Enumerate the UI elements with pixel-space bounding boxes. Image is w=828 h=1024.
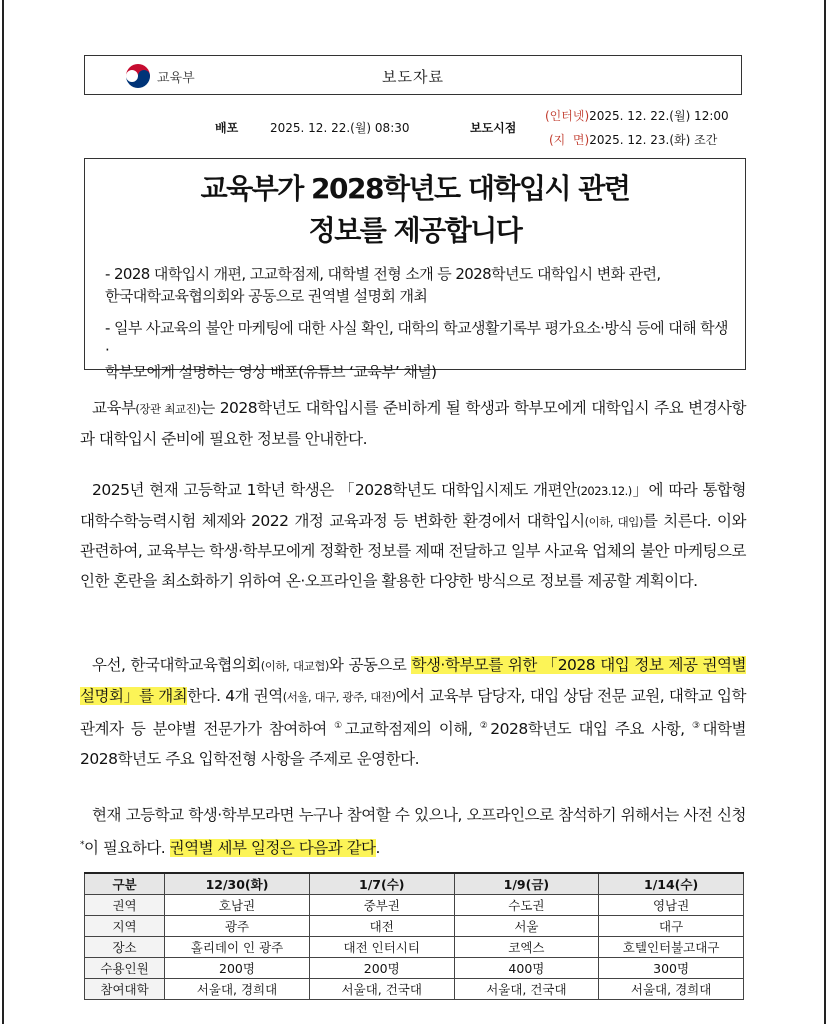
page-right-border (824, 0, 826, 1024)
bullet-2-line-2: 학부모에게 설명하는 영상 배포(유튜브 ‘교육부’ 채널) (105, 363, 437, 381)
headline-line-1: 교육부가 2028학년도 대학입시 관련 (200, 172, 630, 205)
paper-tag: (지 면) (549, 133, 590, 147)
paper-time: 2025. 12. 23.(화) 조간 (589, 133, 718, 147)
ministry-name: 교육부 (157, 70, 195, 86)
table-row: 참여대학 서울대, 경희대 서울대, 건국대 서울대, 건국대 서울대, 경희대 (85, 979, 744, 1000)
schedule-table (84, 872, 744, 1000)
internet-tag: (인터넷) (545, 109, 590, 123)
table-header-row: 구분 12/30(화) 1/7(수) 1/9(금) 1/14(수) (85, 873, 744, 895)
paragraph-2: 2025년 현재 고등학교 1학년 학생은 「2028학년도 대학입시제도 개편안(2023.12.)」에 따라 통합형 대학수학능력시험 체제와 2022 개정 교육과정 등 변화한 환경에서 대학입시(이하, 대입)를 치른다. 이와 관련하여, 교육부는 학생·학부모에게 정확한 정보를 제때 전달하고 일부 사교육 업체의 불안 마케팅으로 인한 혼란을 최소화하기 위하여 온·오프라인을 활용한 다양한 방식으로 정보를 제공할 계획이다. (80, 481, 746, 590)
summary-bullet-1 (105, 263, 731, 307)
page-left-border (2, 0, 4, 1024)
table-row: 장소 홀리데이 인 광주 대전 인터시티 코엑스 호텔인터불고대구 (85, 937, 744, 958)
paragraph-3: 우선, 한국대학교육협의회(이하, 대교협)와 공동으로 학생·학부모를 위한 「2028 대입 정보 제공 권역별 설명회」를 개최한다. 4개 권역(서울, 대구, 광주, 대전)에서 교육부 담당자, 대입 상담 전문 교원, 대학교 입학 관계자 등 분야별 전문가가 참여하여 ①고교학점제의 이해, ②2028학년도 대입 주요 사항, ③대학별 2028학년도 주요 입학전형 사항을 주제로 운영한다. (80, 656, 747, 768)
highlight-briefing: 학생·학부모를 위한 「2028 대입 정보 제공 권역별 설명회」를 개최 (80, 656, 746, 705)
paper-release (549, 131, 717, 148)
bullet-1-line-1: - 2028 대학입시 개편, 고교학점제, 대학별 전형 소개 등 2028학년도 대학입시 변화 관련, (105, 265, 661, 283)
highlight-schedule: 권역별 세부 일정은 다음과 같다 (169, 838, 376, 857)
release-label: 보도시점 (470, 121, 517, 135)
paragraph-1: 교육부(장관 최교진)는 2028학년도 대학입시를 준비하게 될 학생과 학부모에게 대학입시 주요 변경사항과 대학입시 준비에 필요한 정보를 안내한다. (80, 399, 746, 448)
press-header (84, 55, 742, 95)
table-row: 권역 호남권 중부권 수도권 영남권 (85, 895, 744, 916)
table-row: 지역 광주 대전 서울 대구 (85, 916, 744, 937)
distribution-label: 배포 (215, 121, 239, 135)
internet-release (545, 107, 729, 124)
headline-line-2: 정보를 제공합니다 (308, 214, 522, 247)
doc-type-title: 보도자료 (382, 68, 444, 86)
summary-bullet-2 (105, 317, 731, 383)
table-row: 수용인원 200명 200명 400명 300명 (85, 958, 744, 979)
paragraph-4: 현재 고등학교 학생·학부모라면 누구나 참여할 수 있으나, 오프라인으로 참석하기 위해서는 사전 신청*이 필요하다. 권역별 세부 일정은 다음과 같다. (80, 806, 746, 857)
internet-time: 2025. 12. 22.(월) 12:00 (589, 109, 729, 123)
distribution-time: 2025. 12. 22.(월) 08:30 (270, 121, 410, 135)
headline-box (84, 158, 746, 381)
bullet-2-line-1: - 일부 사교육의 불안 마케팅에 대한 사실 확인, 대학의 학교생활기록부 평가요소·방식 등에 대해 학생· (105, 319, 728, 359)
bullet-1-line-2: 한국대학교육협의회와 공동으로 권역별 설명회 개최 (105, 287, 428, 305)
